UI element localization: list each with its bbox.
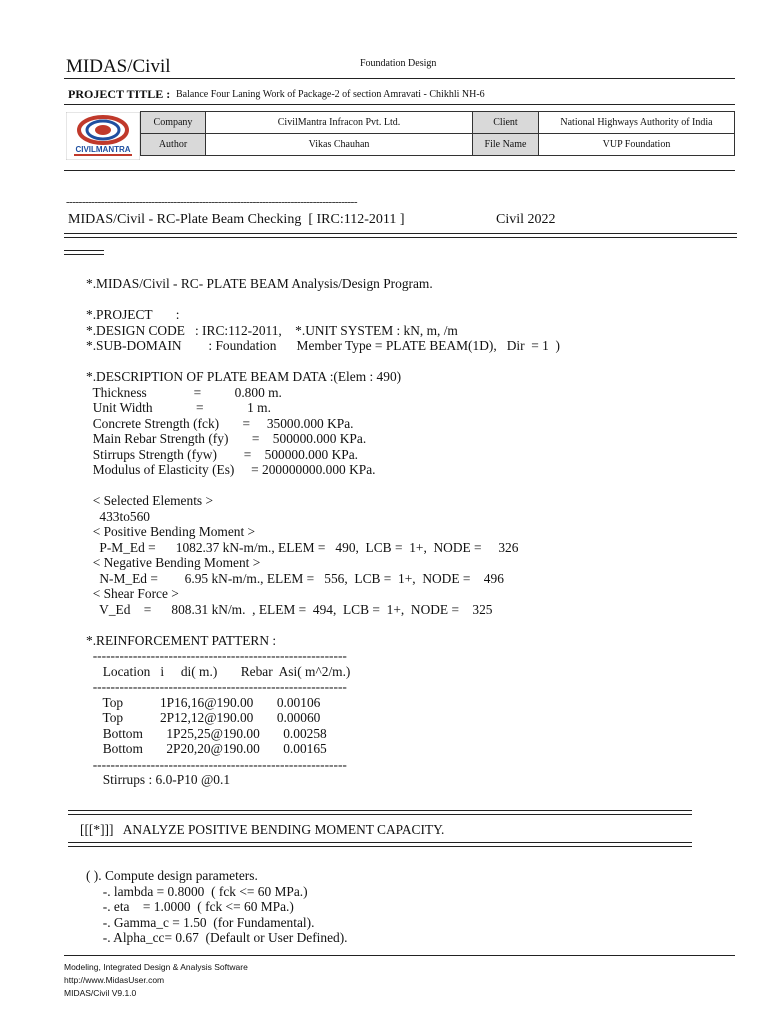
lines-line: Modulus of Elasticity (Es) = 200000000.000 KPa. xyxy=(86,462,376,477)
program-output xyxy=(86,276,560,788)
lines-line: 433to560 xyxy=(86,508,150,524)
lines-line: Stirrups : 6.0-P10 @0.1 xyxy=(86,772,231,787)
compute-lines-line: -. Gamma_c = 1.50 (for Fundamental). xyxy=(86,914,315,930)
program-title: MIDAS/Civil - RC-Plate Beam Checking [ IRC:112-2011 ] xyxy=(68,212,405,227)
lines-line: *.MIDAS/Civil - RC- PLATE BEAM Analysis/Design Program. xyxy=(86,276,433,291)
lines-line: Concrete Strength (fck) = 35000.000 KPa. xyxy=(86,415,354,431)
lines-line: Stirrups Strength (fyw) = 500000.000 KPa. xyxy=(86,446,359,462)
lines-line: --------------------------------------------------------- xyxy=(86,756,347,772)
lines-line: Bottom 1P25,25@190.00 0.00258 xyxy=(86,725,327,741)
lines-line: *.DESCRIPTION OF PLATE BEAM DATA :(Elem : 490) xyxy=(86,369,402,384)
lines-line: *.PROJECT : xyxy=(86,307,180,322)
file-name-value: VUP Foundation xyxy=(539,134,735,156)
lines-line xyxy=(86,292,560,308)
lines-line: < Negative Bending Moment > xyxy=(86,555,261,570)
compute-lines-line: ( ). Compute design parameters. xyxy=(86,868,258,883)
lines-line: Top 1P16,16@190.00 0.00106 xyxy=(86,694,321,710)
lines-line: Bottom 2P20,20@190.00 0.00165 xyxy=(86,741,327,756)
project-title-value: Balance Four Laning Work of Package-2 of section Amravati - Chikhli NH-6 xyxy=(176,89,485,100)
compute-parameters xyxy=(86,868,348,946)
company-label: Company xyxy=(141,112,206,134)
lines-line xyxy=(86,617,560,633)
dash-separator: -------------------------------------------------------------------------------------------- xyxy=(66,196,358,208)
footer-line-3: MIDAS/Civil V9.1.0 xyxy=(64,988,137,998)
app-title: MIDAS/Civil xyxy=(66,56,171,77)
client-value: National Highways Authority of India xyxy=(539,112,735,134)
civilmantra-logo xyxy=(66,112,140,160)
lines-line: V_Ed = 808.31 kN/m. , ELEM = 494, LCB = 1+, NODE = 325 xyxy=(86,601,493,617)
doc-type: Foundation Design xyxy=(360,58,437,69)
double-rule-short xyxy=(64,250,104,255)
lines-line: Unit Width = 1 m. xyxy=(86,400,271,415)
lines-line: *.DESIGN CODE : IRC:112-2011, *.UNIT SYSTEM : kN, m, /m xyxy=(86,322,458,338)
lines-line: *.SUB-DOMAIN : Foundation Member Type = PLATE BEAM(1D), Dir = 1 ) xyxy=(86,338,561,353)
header-rule xyxy=(64,78,735,79)
lines-line: --------------------------------------------------------- xyxy=(86,679,347,694)
table-rule xyxy=(64,170,735,171)
author-value: Vikas Chauhan xyxy=(206,134,473,156)
lines-line xyxy=(86,478,560,494)
analyze-rule-top xyxy=(68,810,692,815)
company-value: CivilMantra Infracon Pvt. Ltd. xyxy=(206,112,473,134)
lines-line: P-M_Ed = 1082.37 kN-m/m., ELEM = 490, LCB = 1+, NODE = 326 xyxy=(86,539,519,555)
compute-lines-line: -. eta = 1.0000 ( fck <= 60 MPa.) xyxy=(86,899,294,914)
lines-line: *.REINFORCEMENT PATTERN : xyxy=(86,632,277,648)
lines-line: Location i di( m.) Rebar Asi( m^2/m.) xyxy=(86,663,351,679)
lines-line: Main Rebar Strength (fy) = 500000.000 KPa. xyxy=(86,431,367,446)
program-version: Civil 2022 xyxy=(496,212,556,227)
footer-rule xyxy=(64,955,735,956)
file-name-label: File Name xyxy=(473,134,539,156)
lines-line: < Selected Elements > xyxy=(86,493,214,508)
compute-lines-line: -. Alpha_cc= 0.67 (Default or User Defined). xyxy=(86,930,348,945)
lines-line: Thickness = 0.800 m. xyxy=(86,384,282,400)
logo-text: CIVILMANTRA xyxy=(75,145,131,154)
author-label: Author xyxy=(141,134,206,156)
client-label: Client xyxy=(473,112,539,134)
project-info-table xyxy=(140,111,735,156)
analyze-section-title: [[[*]]] ANALYZE POSITIVE BENDING MOMENT CAPACITY. xyxy=(80,822,445,837)
lines-line xyxy=(86,354,560,370)
project-title-label: PROJECT TITLE : xyxy=(68,87,171,101)
footer-line-2: http://www.MidasUser.com xyxy=(64,975,165,985)
analyze-rule-bottom xyxy=(68,842,692,847)
footer-line-1: Modeling, Integrated Design & Analysis Software xyxy=(64,962,248,972)
project-rule xyxy=(64,104,735,105)
lines-line: < Positive Bending Moment > xyxy=(86,524,256,539)
double-rule xyxy=(64,233,737,238)
lines-line: --------------------------------------------------------- xyxy=(86,648,347,663)
compute-lines-line: -. lambda = 0.8000 ( fck <= 60 MPa.) xyxy=(86,883,308,899)
lines-line: < Shear Force > xyxy=(86,586,179,601)
lines-line: N-M_Ed = 6.95 kN-m/m., ELEM = 556, LCB = 1+, NODE = 496 xyxy=(86,570,504,586)
lines-line: Top 2P12,12@190.00 0.00060 xyxy=(86,710,321,725)
